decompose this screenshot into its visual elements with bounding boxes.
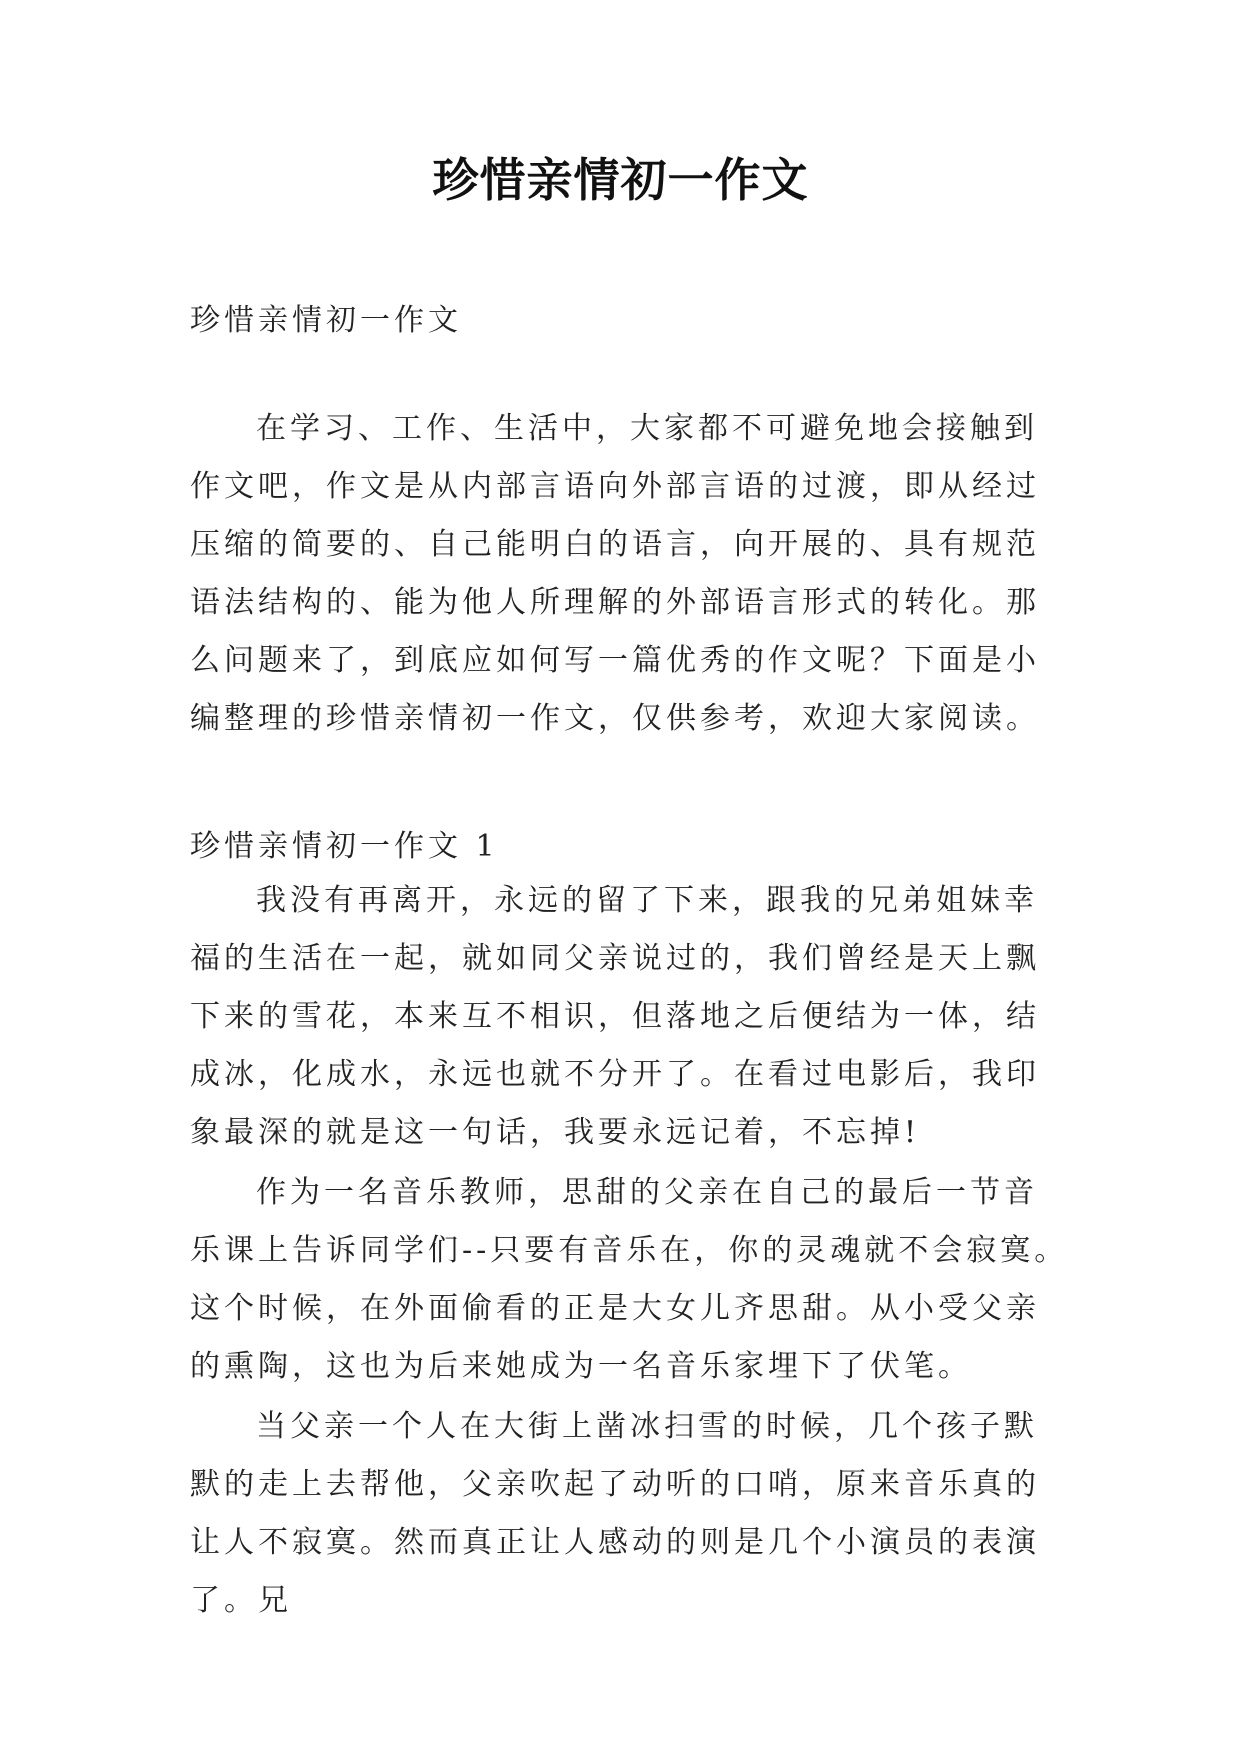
document-title: 珍惜亲情初一作文 [432, 153, 809, 207]
body-paragraph: 作为一名音乐教师，思甜的父亲在自己的最后一节音乐课上告诉同学们--只要有音乐在，你的灵魂就不会寂寞。这个时候，在外面偷看的正是大女儿齐思甜。从小受父亲的熏陶，这也为后来她成为一名音乐家埋下了伏笔。 [190, 1175, 1069, 1384]
section-heading: 珍惜亲情初一作文 1 [190, 829, 499, 864]
body-paragraph: 我没有再离开，永远的留了下来，跟我的兄弟姐妹幸福的生活在一起，就如同父亲说过的，我们曾经是天上飘下来的雪花，本来互不相识，但落地之后便结为一体，结成冰，化成水，永远也就不分开了。在看过电影后，我印象最深的就是这一句话，我要永远记着，不忘掉! [190, 883, 1040, 1150]
intro-paragraph: 在学习、工作、生活中，大家都不可避免地会接触到作文吧，作文是从内部言语向外部言语的过渡，即从经过压缩的简要的、自己能明白的语言，向开展的、具有规范语法结构的、能为他人所理解的外部语言形式的转化。那么问题来了，到底应如何写一篇优秀的作文呢？下面是小编整理的珍惜亲情初一作文，仅供参考，欢迎大家阅读。 [190, 411, 1040, 736]
body-paragraph: 当父亲一个人在大街上凿冰扫雪的时候，几个孩子默默的走上去帮他，父亲吹起了动听的口哨，原来音乐真的让人不寂寞。然而真正让人感动的则是几个小演员的表演了。兄 [190, 1409, 1040, 1618]
document-subtitle: 珍惜亲情初一作文 [190, 303, 462, 338]
